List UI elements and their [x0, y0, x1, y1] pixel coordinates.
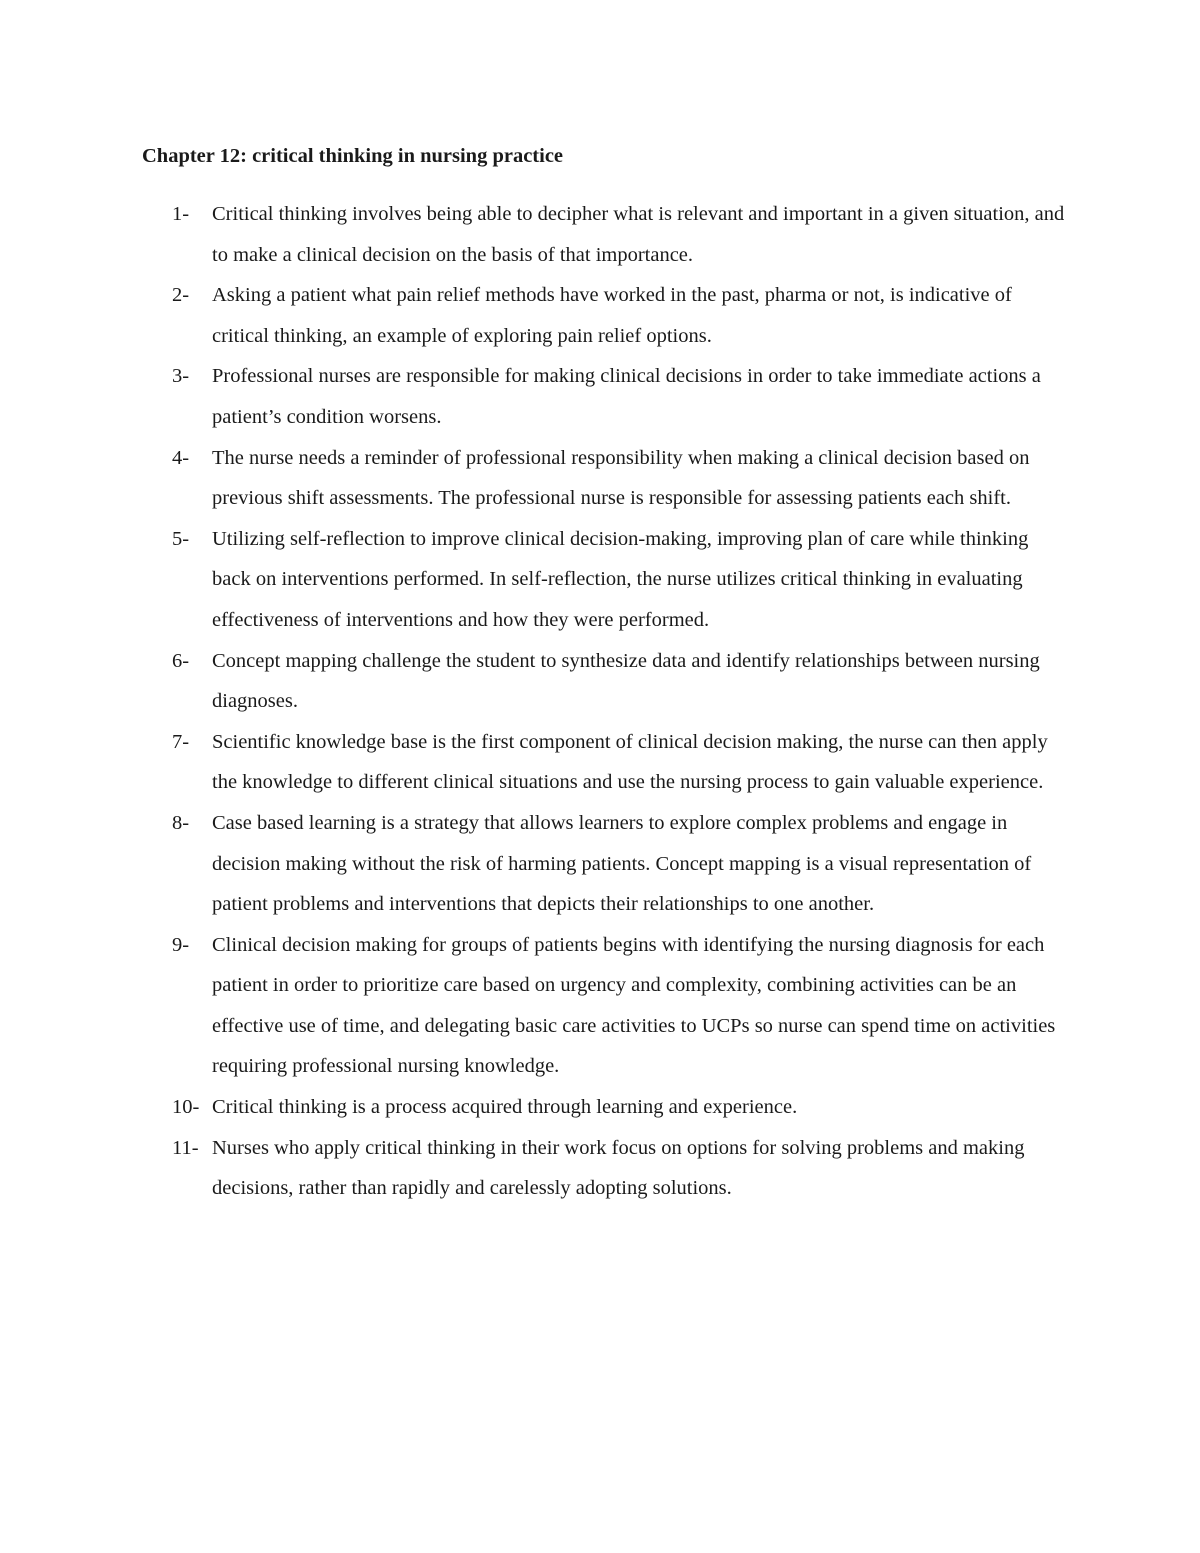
- item-number: 9-: [172, 933, 190, 956]
- item-text: Professional nurses are responsible for making clinical decisions in order to take immediate actions a patient’s condition worsens.: [212, 365, 1041, 428]
- item-number: 8-: [172, 811, 190, 834]
- item-text: Concept mapping challenge the student to synthesize data and identify relationships between nursing diagnoses.: [212, 649, 1040, 713]
- list-item-3: [142, 356, 1072, 437]
- item-text: Utilizing self-reflection to improve clinical decision-making, improving plan of care while thinking back on interventions performed. In self-reflection, the nurse utilizes critical thinking in evaluating effectiveness of interventions and how they were performed.: [212, 527, 1029, 631]
- item-number: 11-: [172, 1136, 199, 1159]
- document-body: [142, 140, 1072, 1209]
- list-item-11: [142, 1128, 1072, 1209]
- list-item-9: [142, 925, 1072, 1087]
- list-item-6: [142, 641, 1072, 722]
- item-number: 3-: [172, 365, 190, 388]
- item-text: Critical thinking involves being able to decipher what is relevant and important in a given situation, and to make a clinical decision on the basis of that importance.: [212, 203, 1065, 266]
- item-number: 1-: [172, 203, 190, 225]
- item-number: 6-: [172, 649, 190, 672]
- list-item-4: [142, 438, 1072, 519]
- item-text: Case based learning is a strategy that allows learners to explore complex problems and engage in decision making without the risk of harming patients. Concept mapping is a visual representation of patient problems and interventions that depicts their relationships to one another.: [212, 811, 1032, 916]
- item-text: Scientific knowledge base is the first component of clinical decision making, the nurse can then apply the knowledge to different clinical situations and use the nursing process to gain valuable experience.: [212, 730, 1048, 794]
- item-text: Clinical decision making for groups of patients begins with identifying the nursing diagnosis for each patient in order to prioritize care based on urgency and complexity, combining activities can be an effective use of time, and delegating basic care activities to UCPs so nurse can spend time on activities requiring professional nursing knowledge.: [212, 933, 1056, 1078]
- item-text: Critical thinking is a process acquired through learning and experience.: [212, 1096, 798, 1119]
- item-number: 10-: [172, 1096, 200, 1119]
- item-number: 4-: [172, 446, 190, 469]
- list-item-2: [142, 275, 1072, 356]
- item-text: Asking a patient what pain relief methods have worked in the past, pharma or not, is indicative of critical thinking, an example of exploring pain relief options.: [212, 284, 1012, 347]
- item-number: 2-: [172, 284, 190, 307]
- list-item-10: [142, 1087, 1072, 1128]
- list-item-7: [142, 722, 1072, 803]
- list-item-1: [142, 194, 1072, 275]
- list-item-8: [142, 803, 1072, 925]
- chapter-heading: Chapter 12: critical thinking in nursing practice: [142, 145, 564, 167]
- notes-list: [142, 194, 1072, 1209]
- item-number: 5-: [172, 527, 190, 550]
- list-item-5: [142, 519, 1072, 641]
- item-text: The nurse needs a reminder of professional responsibility when making a clinical decision based on previous shift assessments. The professional nurse is responsible for assessing patients each shift.: [212, 446, 1030, 510]
- item-text: Nurses who apply critical thinking in their work focus on options for solving problems and making decisions, rather than rapidly and carelessly adopting solutions.: [212, 1136, 1025, 1200]
- item-number: 7-: [172, 730, 190, 753]
